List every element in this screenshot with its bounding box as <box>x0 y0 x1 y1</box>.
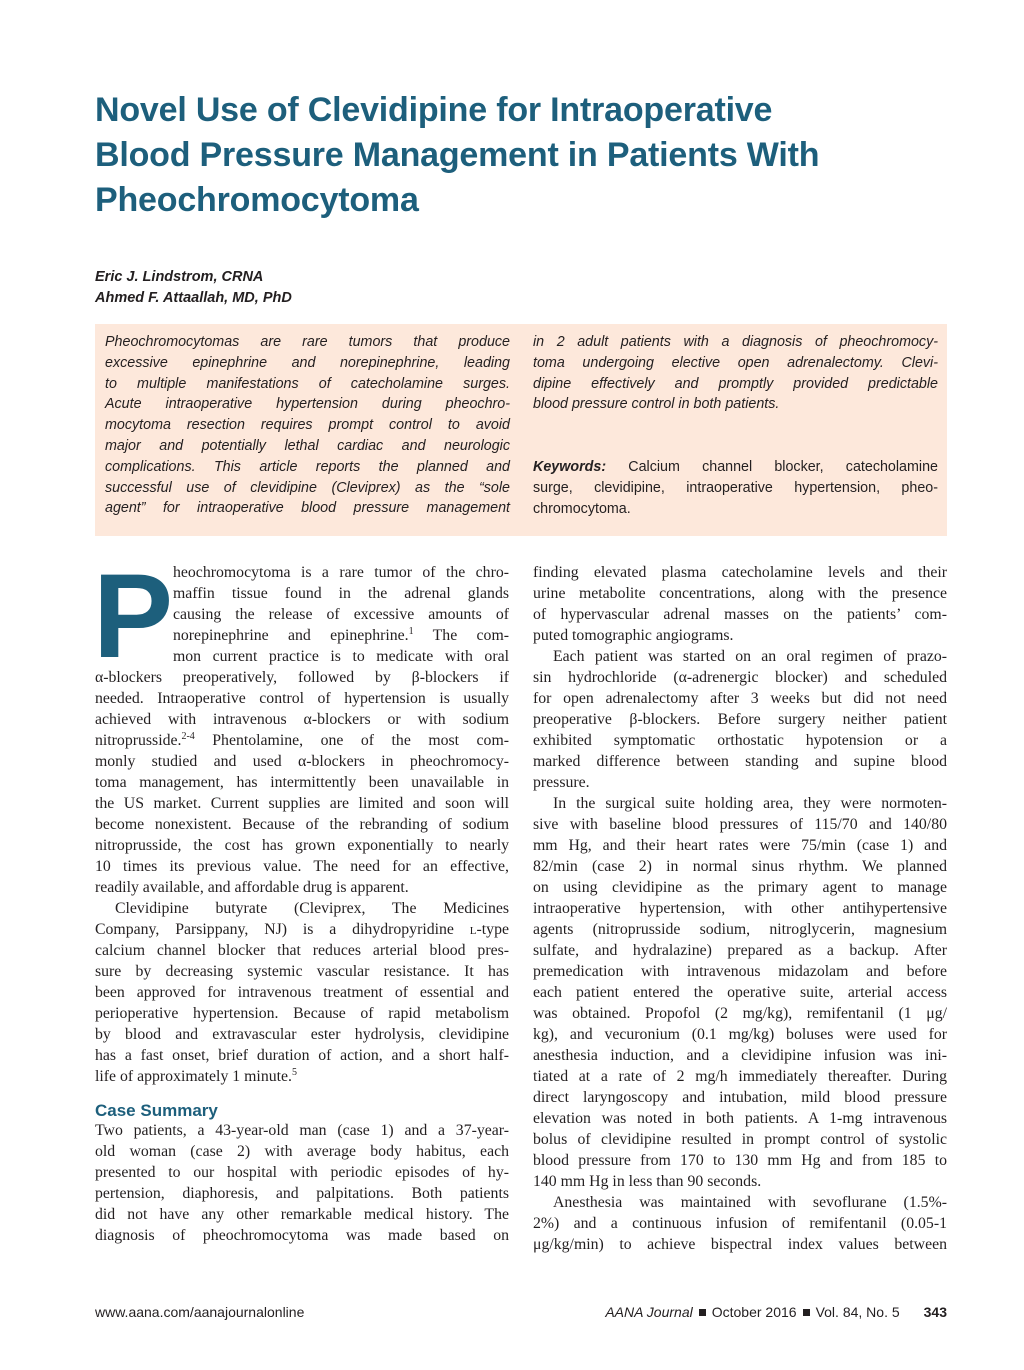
separator-square-icon <box>803 1309 810 1316</box>
body-line: perioperative hypertension. Because of rapid metabolism <box>95 1005 509 1022</box>
abstract-line: successful use of clevidipine (Cleviprex) as the “sole <box>105 479 510 496</box>
body-line: pressure. <box>533 774 590 791</box>
keywords-label: Keywords: <box>533 459 607 475</box>
body-line: calcium channel blocker that reduces arterial blood pres- <box>95 942 509 959</box>
body-line: bolus of clevidipine resulted in prompt control of systolic <box>533 1131 947 1148</box>
citation: 1 <box>408 626 414 637</box>
body-line: old woman (case 2) with average body habitus, each <box>95 1143 509 1160</box>
body-line: 140 mm Hg in less than 90 seconds. <box>533 1173 762 1190</box>
body-line: Company, Parsippany, NJ) is a dihydropyridine L-type <box>95 921 509 938</box>
body-line: 10 times its previous value. The need for an effective, <box>95 858 509 875</box>
body-line: Two patients, a 43-year-old man (case 1) and a 37-year- <box>95 1122 509 1139</box>
body-line: Anesthesia was maintained with sevoflurane (1.5%- <box>553 1194 947 1211</box>
citation: 2-4 <box>181 731 195 742</box>
drop-cap: P <box>93 549 174 683</box>
body-line: elevation was noted in both patients. A 1-mg intravenous <box>533 1110 947 1127</box>
body-line: In the surgical suite holding area, they were normoten- <box>553 795 947 812</box>
body-line: was obtained. Propofol (2 mg/kg), remifentanil (1 μg/ <box>533 1005 947 1022</box>
abstract-line: Acute intraoperative hypertension during pheochro- <box>105 396 510 413</box>
journal-url[interactable]: www.aana.com/aanajournalonline <box>95 1304 305 1320</box>
body-line: maffin tissue found in the adrenal glands <box>173 585 509 602</box>
body-line: tiated at a rate of 2 mg/h immediately thereafter. During <box>533 1068 947 1085</box>
abstract-line: complications. This article reports the planned and <box>105 458 510 475</box>
keywords-text: Calcium channel blocker, catecholamine <box>628 459 938 475</box>
issue-date: October 2016 <box>711 1304 797 1320</box>
body-line: become nonexistent. Because of the rebranding of sodium <box>95 816 509 833</box>
body-line: kg), and vecuronium (0.1 mg/kg) boluses were used for <box>533 1026 947 1043</box>
abstract-line: mocytoma resection requires prompt control to avoid <box>105 417 510 434</box>
title-line: Pheochromocytoma <box>95 181 419 219</box>
body-line: marked difference between standing and supine blood <box>533 753 947 770</box>
body-line: sulfate, and hydralazine) prepared as a backup. After <box>533 942 947 959</box>
abstract-left-column <box>105 332 510 519</box>
body-line: sure by decreasing systemic vascular resistance. It has <box>95 963 509 980</box>
page-number: 343 <box>923 1304 947 1320</box>
body-line: pertension, diaphoresis, and palpitations. Both patients <box>95 1185 509 1202</box>
body-line: needed. Intraoperative control of hypertension is usually <box>95 690 509 707</box>
abstract-line: dipine effectively and promptly provided predictable <box>533 375 938 392</box>
body-line: achieved with intravenous α-blockers or with sodium <box>95 711 509 728</box>
title-line: Novel Use of Clevidipine for Intraoperative <box>95 91 773 129</box>
body-line: readily available, and affordable drug is apparent. <box>95 879 409 896</box>
body-line: agents (nitroprusside sodium, nitroglycerin, magnesium <box>533 921 947 938</box>
body-line: finding elevated plasma catecholamine levels and their <box>533 564 947 581</box>
body-line: has a fast onset, brief duration of action, and a short half- <box>95 1047 509 1064</box>
body-line: of hypervascular adrenal masses on the patients’ com- <box>533 606 947 623</box>
keywords-line: chromocytoma. <box>533 500 631 517</box>
body-line: anesthesia induction, and a clevidipine infusion was ini- <box>533 1047 947 1064</box>
journal-name: AANA Journal <box>605 1304 693 1320</box>
abstract-box <box>95 324 947 536</box>
body-line: blood pressure from 170 to 130 mm Hg and from 185 to <box>533 1152 947 1169</box>
citation: 5 <box>291 1067 297 1078</box>
body-line: diagnosis of pheochromocytoma was made based on <box>95 1227 509 1244</box>
body-line: nitroprusside, the cost has grown exponentially to nearly <box>95 837 509 854</box>
body-line: preoperative β-blockers. Before surgery neither patient <box>533 711 947 728</box>
body-line: exhibited symptomatic orthostatic hypotension or a <box>533 732 947 749</box>
author: Eric J. Lindstrom, CRNA <box>95 269 264 285</box>
journal-citation <box>605 1304 947 1320</box>
body-line: each patient entered the operative suite, arterial access <box>533 984 947 1001</box>
body-line: nitroprusside.$^{2-4}$ Phentolamine, one of the most com- <box>95 731 509 749</box>
body-line: urine metabolite concentrations, along with the presence <box>533 585 947 602</box>
body-line: sin hydrochloride (α-adrenergic blocker) and scheduled <box>533 669 947 686</box>
body-line: mm Hg, and their heart rates were 75/min (case 1) and <box>533 837 947 854</box>
abstract-line: excessive epinephrine and norepinephrine, leading <box>105 354 510 371</box>
author-list <box>95 267 292 309</box>
body-line: sive with baseline blood pressures of 115/70 and 140/80 <box>533 816 947 833</box>
body-left-column <box>93 549 509 1246</box>
body-line: by blood and extravascular ester hydrolysis, clevidipine <box>95 1026 509 1043</box>
body-line: the US market. Current supplies are limited and soon will <box>95 795 509 812</box>
body-line: μg/kg/min) to achieve bispectral index values between <box>533 1236 947 1253</box>
abstract-line: blood pressure control in both patients. <box>533 396 780 413</box>
body-line: mon current practice is to medicate with oral <box>173 648 509 665</box>
abstract-line: agent” for intraoperative blood pressure management <box>105 500 510 517</box>
body-line: α-blockers preoperatively, followed by β-blockers if <box>95 669 509 686</box>
abstract-line: major and potentially lethal cardiac and neurologic <box>105 437 510 454</box>
body-line: life of approximately 1 minute.$^5$ <box>95 1067 297 1085</box>
body-line: intraoperative hypertension, with other antihypertensive <box>533 900 947 917</box>
body-line: premedication with intravenous midazolam and before <box>533 963 947 980</box>
title-line: Blood Pressure Management in Patients With <box>95 136 820 174</box>
abstract-right-column <box>533 332 938 415</box>
body-line: presented to our hospital with periodic episodes of hy- <box>95 1164 509 1181</box>
body-line: monly studied and used α-blockers in pheochromocy- <box>95 753 509 770</box>
abstract-line: in 2 adult patients with a diagnosis of pheochromocy- <box>533 334 938 350</box>
keywords <box>533 457 938 519</box>
page-footer <box>95 1304 947 1324</box>
body-line: been approved for intravenous treatment of essential and <box>95 984 509 1001</box>
body-line: toma management, has intermittently been unavailable in <box>95 774 509 791</box>
author: Ahmed F. Attaallah, MD, PhD <box>95 290 292 306</box>
body-line: causing the release of excessive amounts of <box>173 606 509 623</box>
abstract-line: Pheochromocytomas are rare tumors that produce <box>105 334 510 350</box>
body-line: puted tomographic angiograms. <box>533 627 734 644</box>
abstract-line: toma undergoing elective open adrenalectomy. Clevi- <box>533 354 938 371</box>
body-line: Clevidipine butyrate (Cleviprex, The Medicines <box>115 900 509 917</box>
body-line: 82/min (case 2) in normal sinus rhythm. We planned <box>533 858 947 875</box>
section-heading: Case Summary <box>95 1101 218 1120</box>
body-line: heochromocytoma is a rare tumor of the chro- <box>173 564 509 581</box>
keywords-line: surge, clevidipine, intraoperative hypertension, pheo- <box>533 479 938 496</box>
article-title <box>95 88 955 223</box>
body-line: did not have any other remarkable medical history. The <box>95 1206 509 1223</box>
body-line: for open adrenalectomy after 3 weeks but did not need <box>533 690 947 707</box>
body-line: 2%) and a continuous infusion of remifentanil (0.05-1 <box>533 1215 947 1232</box>
body-line: direct laryngoscopy and intubation, mild blood pressure <box>533 1089 947 1106</box>
abstract-line: to multiple manifestations of catecholamine surges. <box>105 375 510 392</box>
body-right-column <box>533 562 947 1255</box>
separator-square-icon <box>699 1309 706 1316</box>
body-line: norepinephrine and epinephrine.$^1$ The com- <box>173 626 509 644</box>
body-line: on using clevidipine as the primary agent to manage <box>533 879 947 896</box>
body-line: Each patient was started on an oral regimen of prazo- <box>553 648 947 665</box>
volume: Vol. 84, No. 5 <box>815 1304 900 1320</box>
